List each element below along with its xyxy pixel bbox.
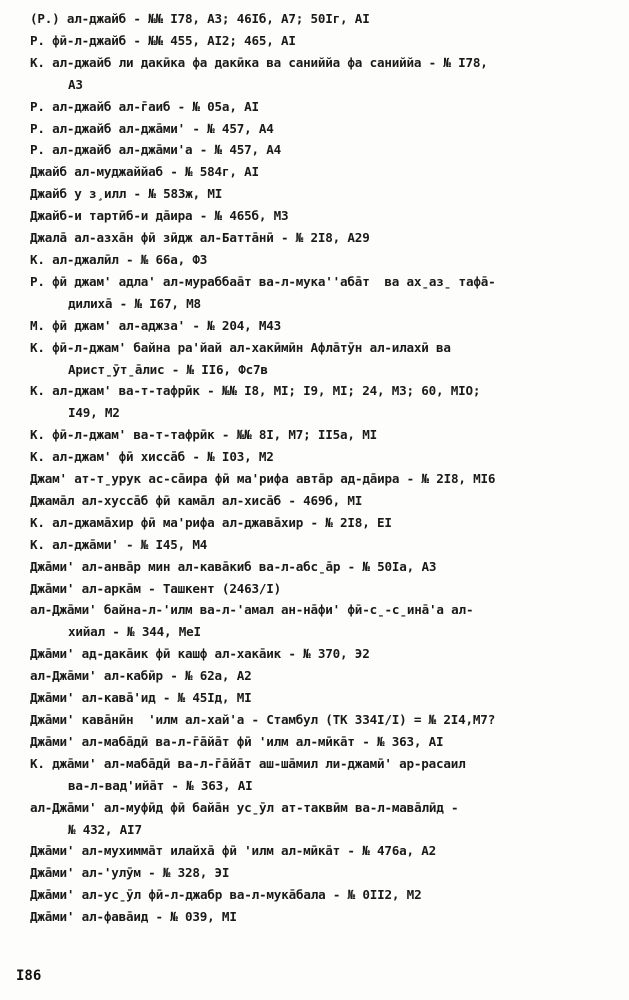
- index-entry-text: Джа̄ми' ал-анва̄р мин ал-кава̄киб ва-л-абс̱а̄р - № 50Iа, А3: [30, 558, 437, 574]
- index-entry: [30, 30, 620, 52]
- index-entry-continuation: А3: [68, 76, 83, 92]
- index-entry-text: Р. фӣ-л-джайб - №№ 455, AI2; 465, AI: [30, 32, 296, 48]
- index-entry-continuation: дилиха̄ - № I67, M8: [68, 295, 201, 311]
- index-entry-text: ал-Джа̄ми' байна-л-'илм ва-л-'амал ан-на̄фи' фӣ-с̱-с̱ина̄'а ал-: [30, 602, 474, 618]
- index-entry-text: Джа̄ми' ал-ус̱ӯл фӣ-л-джабр ва-л-мука̄бала - № 0II2, M2: [30, 887, 422, 903]
- index-entry-text: К. ал-джайб ли дакӣка фа дакӣка ва саниййа фа саниййа - № I78,: [30, 54, 488, 70]
- index-entry-text: К. джа̄ми' ал-маба̄дӣ ва-л-г̄а̄йа̄т аш-ша̄мил ли-джамӣ' ар-расаил: [30, 755, 466, 771]
- index-entry-text: (Р.) ал-джайб - №№ I78, А3; 46Iб, А7; 50Iг, AI: [30, 11, 370, 26]
- index-entry-list: [30, 8, 620, 928]
- index-entry-text: Джа̄ми' ал-фава̄ид - № 039, MI: [30, 909, 237, 925]
- index-entry-text: Джа̄ми' ад-дака̄ик фӣ кашф ал-хака̄ик - № 370, Э2: [30, 646, 370, 662]
- index-entry-text: ал-Джа̄ми' ал-муфӣд фӣ байа̄н ус̱ӯл ат-таквӣм ва-л-мава̄лӣд -: [30, 799, 459, 815]
- index-entry-text: Джа̄ми' ал-кава̄'ид - № 45Iд, MI: [30, 690, 252, 706]
- index-entry-text: К. ал-джама̄хир фӣ ма'рифа ал-джава̄хир - № 2I8, ЕI: [30, 514, 392, 530]
- index-entry: [30, 906, 620, 928]
- index-entry: [30, 731, 620, 753]
- index-entry: [30, 797, 620, 841]
- index-entry: [30, 512, 620, 534]
- index-entry: [30, 227, 620, 249]
- index-entry: [30, 665, 620, 687]
- index-entry: [30, 753, 620, 797]
- index-entry: [30, 840, 620, 862]
- index-entry: [30, 424, 620, 446]
- index-entry-continuation: ва-л-вад'ийа̄т - № 363, AI: [68, 777, 253, 793]
- index-entry-text: К. ал-джалӣл - № 66а, Ф3: [30, 251, 208, 267]
- index-entry: [30, 161, 620, 183]
- index-entry-text: Джа̄ми' ал-мухимма̄т илайха̄ фӣ 'илм ал-мӣка̄т - № 476а, А2: [30, 843, 437, 859]
- index-entry-continuation: хийал - № 344, MeI: [68, 624, 201, 640]
- index-entry: [30, 52, 620, 96]
- index-entry: [30, 380, 620, 424]
- index-entry: [30, 446, 620, 468]
- index-entry-text: Джа̄ми' ал-арка̄м - Ташкент (2463/I): [30, 580, 281, 596]
- index-entry-text: Джайб у з̧илл - № 583ж, MI: [30, 186, 223, 202]
- index-entry: [30, 118, 620, 140]
- index-entry: [30, 643, 620, 665]
- index-entry-text: К. ал-джам' ва-т-тафрӣк - №№ I8, MI; I9, MI; 24, M3; 60, MIO;: [30, 383, 481, 399]
- page-number: I86: [16, 968, 42, 984]
- index-entry: [30, 578, 620, 600]
- index-entry: [30, 687, 620, 709]
- index-entry-continuation: I49, M2: [68, 405, 120, 421]
- index-entry-text: Р. ал-джайб ал-джа̄ми' - № 457, А4: [30, 120, 274, 136]
- index-entry-text: Джала̄ ал-азха̄н фӣ зӣдж ал-Батта̄нӣ - № 2I8, А29: [30, 230, 370, 246]
- index-entry-text: К. ал-джа̄ми' - № I45, M4: [30, 536, 208, 552]
- index-entry: [30, 862, 620, 884]
- index-entry-text: Джа̄ми' ал-'улӯм - № 328, ЭI: [30, 865, 230, 881]
- index-entry-continuation: № 432, AI7: [68, 821, 142, 837]
- index-entry: [30, 556, 620, 578]
- index-entry-text: Р. ал-джайб ал-г̄аиб - № 05а, AI: [30, 98, 259, 114]
- index-entry: [30, 8, 620, 30]
- index-entry-text: К. фӣ-л-джам' ва-т-тафрӣк - №№ 8I, M7; II5а, MI: [30, 427, 377, 443]
- index-entry: [30, 315, 620, 337]
- index-entry-text: Джама̄л ал-хусса̄б фӣ кама̄л ал-хиса̄б - 469б, MI: [30, 492, 363, 508]
- index-entry: [30, 490, 620, 512]
- index-entry-continuation: Арист̱ӯт̱а̄лис - № II6, Фс7в: [68, 361, 268, 377]
- index-entry: [30, 709, 620, 731]
- index-entry-text: К. фӣ-л-джам' байна ра'йай ал-хакӣмӣн Афла̄тӯн ал-илахӣ ва: [30, 339, 451, 355]
- index-entry-text: Джайб ал-муджаййаб - № 584г, AI: [30, 164, 259, 180]
- index-entry-text: ал-Джа̄ми' ал-кабӣр - № 62а, А2: [30, 668, 252, 684]
- index-entry: [30, 96, 620, 118]
- index-entry: [30, 599, 620, 643]
- index-entry-text: Джайб-и тартӣб-и да̄ира - № 465б, М3: [30, 208, 289, 224]
- index-entry-text: Джа̄ми' кава̄нӣн 'илм ал-хай'а - Стамбул (ТК 334I/I) = № 2I4,M7?: [30, 712, 496, 727]
- index-entry: [30, 139, 620, 161]
- index-entry: [30, 249, 620, 271]
- index-entry: [30, 271, 620, 315]
- index-entry: [30, 534, 620, 556]
- index-entry-text: М. фӣ джам' ал-аджза' - № 204, M43: [30, 317, 281, 333]
- index-entry: [30, 183, 620, 205]
- index-entry-text: Р. фӣ джам' адла' ал-мураббаа̄т ва-л-мука''аба̄т ва ах̱аз̱ тафа̄-: [30, 273, 496, 289]
- index-entry-text: К. ал-джам' фӣ хисса̄б - № I03, M2: [30, 449, 274, 465]
- index-entry-text: Р. ал-джайб ал-джа̄ми'а - № 457, А4: [30, 142, 281, 158]
- index-entry-text: Джам' ат-т̱урук ас-са̄ира фӣ ма'рифа автāр ад-да̄ира - № 2I8, MI6: [30, 471, 496, 487]
- index-entry: [30, 205, 620, 227]
- index-entry-text: Джа̄ми' ал-маба̄дӣ ва-л-г̄а̄йа̄т фӣ 'илм ал-мӣка̄т - № 363, AI: [30, 733, 444, 749]
- index-entry: [30, 337, 620, 381]
- index-entry: [30, 884, 620, 906]
- index-entry: [30, 468, 620, 490]
